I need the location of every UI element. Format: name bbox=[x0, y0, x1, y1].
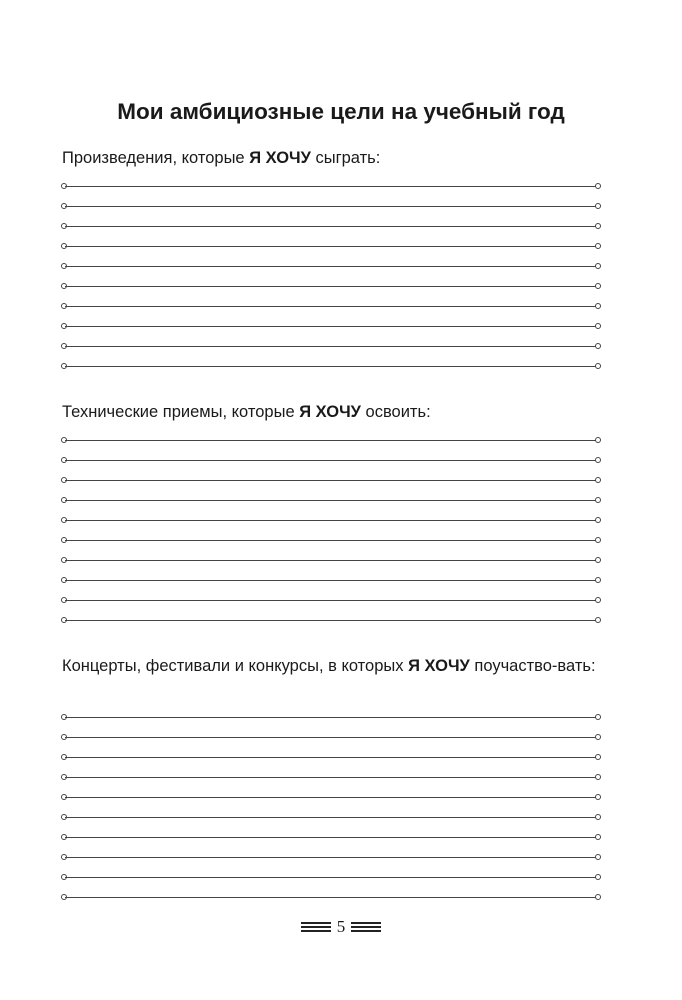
writing-line bbox=[61, 322, 601, 330]
page-number: 5 bbox=[336, 917, 346, 936]
line-end-circle-icon bbox=[595, 303, 601, 309]
prompt-text: Концерты, фестивали и конкурсы, в которых bbox=[62, 657, 409, 675]
line-end-circle-icon bbox=[595, 754, 601, 760]
prompt-techniques-to-master bbox=[62, 400, 602, 424]
writing-line bbox=[61, 833, 601, 841]
line-end-circle-icon bbox=[595, 477, 601, 483]
writing-line bbox=[61, 302, 601, 310]
prompt-emphasis: Я ХОЧУ bbox=[249, 149, 311, 167]
writing-line bbox=[61, 813, 601, 821]
writing-line bbox=[61, 202, 601, 210]
prompt-pieces-to-play bbox=[62, 146, 602, 170]
writing-line bbox=[61, 342, 601, 350]
line-end-circle-icon bbox=[595, 203, 601, 209]
footer-ornament-left bbox=[301, 922, 331, 932]
writing-line bbox=[61, 476, 601, 484]
line-end-circle-icon bbox=[595, 537, 601, 543]
line-rule bbox=[65, 600, 597, 601]
line-end-circle-icon bbox=[595, 323, 601, 329]
prompt-text: Технические приемы, которые bbox=[62, 403, 300, 421]
prompt-emphasis: Я ХОЧУ bbox=[408, 657, 470, 675]
line-end-circle-icon bbox=[595, 714, 601, 720]
line-rule bbox=[65, 460, 597, 461]
line-rule bbox=[65, 817, 597, 818]
line-rule bbox=[65, 186, 597, 187]
line-end-circle-icon bbox=[595, 774, 601, 780]
line-end-circle-icon bbox=[595, 457, 601, 463]
writing-line bbox=[61, 496, 601, 504]
writing-line bbox=[61, 362, 601, 370]
line-rule bbox=[65, 877, 597, 878]
prompt-emphasis: Я ХОЧУ bbox=[299, 403, 361, 421]
writing-line bbox=[61, 773, 601, 781]
line-end-circle-icon bbox=[595, 894, 601, 900]
line-rule bbox=[65, 717, 597, 718]
line-rule bbox=[65, 580, 597, 581]
line-end-circle-icon bbox=[595, 497, 601, 503]
line-end-circle-icon bbox=[595, 577, 601, 583]
writing-line bbox=[61, 516, 601, 524]
line-end-circle-icon bbox=[595, 734, 601, 740]
line-rule bbox=[65, 560, 597, 561]
line-rule bbox=[65, 246, 597, 247]
line-rule bbox=[65, 326, 597, 327]
line-rule bbox=[65, 480, 597, 481]
writing-line bbox=[61, 853, 601, 861]
line-rule bbox=[65, 520, 597, 521]
writing-line bbox=[61, 536, 601, 544]
writing-line bbox=[61, 182, 601, 190]
writing-line bbox=[61, 873, 601, 881]
line-rule bbox=[65, 286, 597, 287]
line-end-circle-icon bbox=[595, 283, 601, 289]
line-rule bbox=[65, 366, 597, 367]
line-rule bbox=[65, 897, 597, 898]
line-end-circle-icon bbox=[595, 597, 601, 603]
writing-line bbox=[61, 616, 601, 624]
line-end-circle-icon bbox=[595, 617, 601, 623]
line-end-circle-icon bbox=[595, 517, 601, 523]
line-rule bbox=[65, 540, 597, 541]
line-end-circle-icon bbox=[595, 834, 601, 840]
line-end-circle-icon bbox=[595, 183, 601, 189]
line-end-circle-icon bbox=[595, 557, 601, 563]
line-rule bbox=[65, 500, 597, 501]
prompt-text: поучаство-вать: bbox=[469, 657, 596, 675]
page-footer bbox=[0, 917, 682, 937]
writing-line bbox=[61, 282, 601, 290]
writing-line bbox=[61, 436, 601, 444]
line-end-circle-icon bbox=[595, 854, 601, 860]
line-rule bbox=[65, 306, 597, 307]
writing-line bbox=[61, 713, 601, 721]
line-rule bbox=[65, 797, 597, 798]
footer-ornament-right bbox=[351, 922, 381, 932]
line-rule bbox=[65, 266, 597, 267]
line-rule bbox=[65, 206, 597, 207]
line-end-circle-icon bbox=[595, 243, 601, 249]
prompt-text: сыграть: bbox=[310, 149, 381, 167]
prompt-concerts-to-join bbox=[62, 654, 602, 678]
writing-line bbox=[61, 556, 601, 564]
line-rule bbox=[65, 346, 597, 347]
line-end-circle-icon bbox=[595, 223, 601, 229]
prompt-text: Произведения, которые bbox=[62, 149, 250, 167]
line-rule bbox=[65, 837, 597, 838]
line-rule bbox=[65, 226, 597, 227]
line-end-circle-icon bbox=[595, 263, 601, 269]
line-rule bbox=[65, 440, 597, 441]
line-rule bbox=[65, 620, 597, 621]
line-end-circle-icon bbox=[595, 794, 601, 800]
line-rule bbox=[65, 737, 597, 738]
line-end-circle-icon bbox=[595, 343, 601, 349]
writing-line bbox=[61, 242, 601, 250]
writing-line bbox=[61, 222, 601, 230]
writing-line bbox=[61, 456, 601, 464]
writing-line bbox=[61, 753, 601, 761]
line-end-circle-icon bbox=[595, 874, 601, 880]
writing-line bbox=[61, 893, 601, 901]
line-end-circle-icon bbox=[595, 363, 601, 369]
page-title: Мои амбициозные цели на учебный год bbox=[117, 99, 565, 124]
line-rule bbox=[65, 857, 597, 858]
writing-line bbox=[61, 576, 601, 584]
writing-line bbox=[61, 793, 601, 801]
line-end-circle-icon bbox=[595, 437, 601, 443]
line-rule bbox=[65, 757, 597, 758]
line-end-circle-icon bbox=[595, 814, 601, 820]
writing-line bbox=[61, 733, 601, 741]
writing-line bbox=[61, 262, 601, 270]
writing-line bbox=[61, 596, 601, 604]
prompt-text: освоить: bbox=[360, 403, 431, 421]
line-rule bbox=[65, 777, 597, 778]
